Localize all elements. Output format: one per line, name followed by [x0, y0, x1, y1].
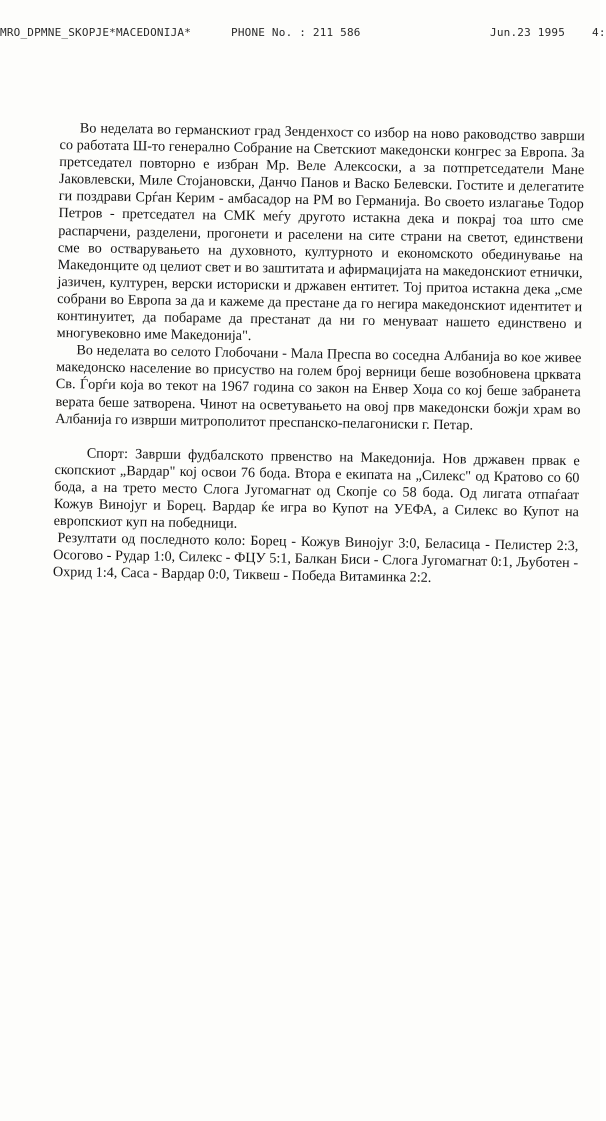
- fax-sender-id: MRO_DPMNE_SKOPJE*MACEDONIJA*: [0, 26, 192, 39]
- article-body: [53, 120, 585, 590]
- paragraph-sport: Спорт: Заврши фудбалското првенство на Македонија. Нов државен првак е скопскиот „Вардар" кој освои 76 бода. Втора е екипата на „Силекс" од Кратово со 60 бода, а на трето место Слога Југомагнат од Скопје со 58 бода. Од лигата отпаѓаат Кожув Винојуг и Борец. Вардар ќе игра во Купот на УЕФА, а Силекс во Купот на европскиот куп на победници.: [53, 445, 580, 532]
- results-text: Резултати од последното коло: Борец - Кожув Винојуг 3:0, Беласица - Пелистер 2:3, Осогово - Рудар 1:0, Силекс - ФЦУ 5:1, Балкан Биси - Слога Југомагнат 0:1, Љуботен - Охрид 1:4, Саса - Вардар 0:0, Тиквеш - Победа Витаминка 2:2.: [52, 530, 579, 587]
- fax-phone-number: PHONE No. : 211 586: [231, 26, 361, 39]
- fax-page-number: 4:: [592, 26, 606, 39]
- paragraph-results: [53, 530, 579, 590]
- fax-transmission-header: [0, 26, 606, 40]
- paragraph-congress: Во неделата во германскиот град Зенденхост со избор на ново раководство заврши со работата Ш-то генерално Собрание на Светскиот македонски конгрес за Европа. За претседател повторно е избран Мр. Веле Алексоски, а за потпретседатели Мане Јаковлевски, Миле Стојановски, Данчо Панов и Васко Белевски. Гостите и делегатите ги поздрави Срѓан Керим - амбасадор на РМ во Германија. Во своето излагање Тодор Петров - претседател на СМК меѓу другото истакна дека и покрај тоа што сме распарчени, разделени, прогонети и раселени на сите страни на светот, единствени сме во остварувањето на духовното, културното и економското обединување на Македонците од целиот свет и во заштитата и афирмацијата на македонскиот етнички, јазичен, културен, верски историски и државен ентитет. Тој притоа истакна дека „сме собрани во Европа за да и кажеме да престане да го негира македонскиот идентитет и континуитет, да побараме да престанат да ни го менуваат нашето единствено и многувековно име Македонија".: [56, 120, 585, 345]
- paragraph-church: Во неделата во селото Глобочани - Мала Преспа во соседна Албанија во кое живее македонско население во присуство на голем број верници беше возобновена црквата Св. Ѓорѓи која во текот на 1967 година со закон на Енвер Хоџа со кој беше забранета верата беше затворена. Чинот на осветувањето на овој прв македонски божји храм во Албанија го изврши митрополитот преспанско-пелагониски г. Петар.: [55, 342, 582, 434]
- fax-date: Jun.23 1995: [490, 26, 566, 39]
